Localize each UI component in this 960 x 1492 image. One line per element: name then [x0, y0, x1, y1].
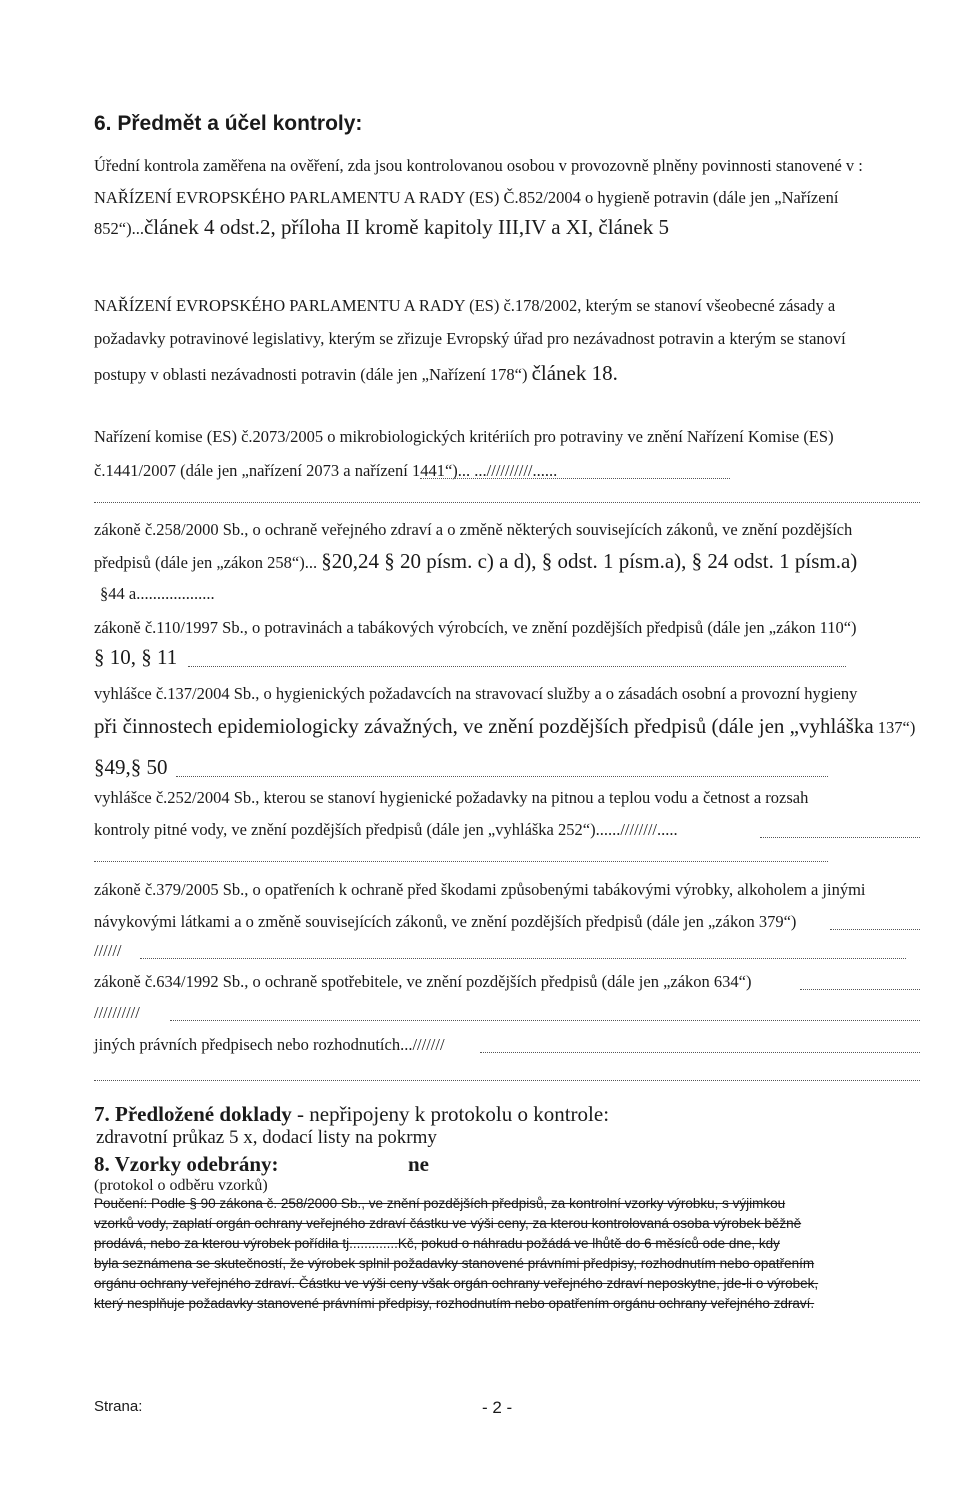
dotted-leader	[170, 1020, 920, 1021]
law258-line2	[94, 551, 857, 573]
law379-line1: zákoně č.379/2005 Sb., o opatřeních k ochraně před škodami způsobenými tabákovými výrobky, alkoholem a jinými	[94, 880, 866, 899]
dotted-leader	[480, 1052, 920, 1053]
intro-text: Úřední kontrola zaměřena na ověření, zda jsou kontrolovanou osobou v provozovně plněny povinnosti stanovené v :	[94, 156, 863, 175]
dotted-leader	[94, 861, 828, 862]
law258-paragraphs: §20,24 § 20 písm. c) a d), § odst. 1 písm.a), § 24 odst. 1 písm.a)	[321, 549, 858, 573]
other-regulations: jiných právních předpisech nebo rozhodnutích...///////	[94, 1035, 445, 1054]
dotted-leader	[176, 776, 828, 777]
reg178-article: článek 18.	[531, 361, 618, 385]
law258-abbr: předpisů (dále jen „zákon 258“)...	[94, 553, 318, 572]
section-7-heading	[94, 1102, 609, 1127]
section-7-title: 7. Předložené doklady	[94, 1102, 292, 1126]
dotted-leader	[800, 989, 920, 990]
vyh137-abbr: 137“)	[877, 718, 916, 737]
law379-line3: //////	[94, 941, 122, 960]
reg852-articles: článek 4 odst.2, příloha II kromě kapitoly III,IV a XI, článek 5	[143, 215, 669, 239]
dotted-leader	[94, 502, 920, 503]
vyh137-line3: §49,§ 50	[94, 755, 168, 779]
law110-line2: § 10, § 11	[94, 645, 178, 669]
struck-notice-line: Poučení: Podle § 90 zákona č. 258/2000 Sb., ve znění pozdějších předpisů, za kontrolní vzorky výrobku, s výjimkou	[94, 1196, 786, 1211]
vyh137-scope: při činnostech epidemiologicky závažných, ve znění pozdějších předpisů (dále jen „vyhláška	[94, 714, 874, 738]
section-7-subtitle: - nepřipojeny k protokolu o kontrole:	[291, 1102, 610, 1126]
reg2073-line1: Nařízení komise (ES) č.2073/2005 o mikrobiologických kritériích pro potraviny ve znění Nařízení Komise (ES)	[94, 427, 834, 446]
struck-notice-line: prodává, nebo za kterou výrobek pořídila tj.............Kč, pokud o náhradu požádá ve lhůtě do 6 měsíců ode dne, kdy	[94, 1236, 780, 1251]
law258-line3: §44 a...................	[100, 584, 215, 603]
vyh252-line1: vyhlášce č.252/2004 Sb., kterou se stanoví hygienické požadavky na pitnou a teplou vodu a četnost a rozsah	[94, 788, 809, 807]
vyh137-line1: vyhlášce č.137/2004 Sb., o hygienických požadavcích na stravovací služby a o zásadách osobní a provozní hygieny	[94, 684, 858, 703]
dotted-leader	[140, 958, 906, 959]
struck-notice-line: orgánu ochrany veřejného zdraví. Částku ve výši ceny však orgán ochrany veřejného zdraví neposkytne, jde-li o výrobek,	[94, 1276, 819, 1291]
reg178-line3	[94, 363, 618, 385]
section-6-heading: 6. Předmět a účel kontroly:	[94, 112, 363, 135]
reg178-abbr: postupy v oblasti nezávadnosti potravin (dále jen „Nařízení 178“)	[94, 365, 528, 384]
footer-page-number: - 2 -	[482, 1398, 513, 1417]
vyh137-line2	[94, 716, 915, 738]
reg852-line2	[94, 217, 669, 239]
dotted-leader	[420, 478, 730, 479]
struck-notice-line: vzorků vody, zaplatí orgán ochrany veřejného zdraví částku ve výši ceny, za kterou kontrolovaná osoba výrobek běžně	[94, 1216, 802, 1231]
section-7-detail: zdravotní průkaz 5 x, dodací listy na pokrmy	[96, 1127, 437, 1148]
reg852-abbr: 852“)...	[94, 219, 144, 238]
law110-line1: zákoně č.110/1997 Sb., o potravinách a tabákových výrobcích, ve znění pozdějších předpisů (dále jen „zákon 110“)	[94, 618, 857, 637]
dotted-leader	[94, 1080, 920, 1081]
samples-value: ne	[408, 1152, 429, 1176]
struck-notice-line: který nesplňuje požadavky stanovené právními předpisy, rozhodnutím nebo opatřením orgánu ochrany veřejného zdraví.	[94, 1296, 815, 1311]
reg178-line2: požadavky potravinové legislativy, kterým se zřizuje Evropský úřad pro nezávadnost potravin a kterým se stanoví	[94, 329, 846, 348]
vyh252-line2: kontroly pitné vody, ve znění pozdějších předpisů (dále jen „vyhláška 252“)......////////.....	[94, 820, 678, 839]
section-8-title: 8. Vzorky odebrány:	[94, 1152, 279, 1176]
dotted-leader	[830, 929, 920, 930]
law258-line1: zákoně č.258/2000 Sb., o ochraně veřejného zdraví a o změně některých souvisejících zákonů, ve znění pozdějších	[94, 520, 853, 539]
section-8-note: (protokol o odběru vzorků)	[94, 1177, 268, 1194]
section-8-heading	[94, 1152, 279, 1177]
reg2073-line2: č.1441/2007 (dále jen „nařízení 2073 a nařízení 1441“)... ...//////////......	[94, 461, 558, 480]
law379-line2: návykovými látkami a o změně souvisejících zákonů, ve znění pozdějších předpisů (dále jen „zákon 379“)	[94, 912, 797, 931]
struck-notice-line: byla seznámena se skutečností, že výrobek splnil požadavky stanovené právními předpisy, rozhodnutím nebo opatřením	[94, 1256, 815, 1271]
footer-page-label: Strana:	[94, 1398, 143, 1415]
reg852-line1: NAŘÍZENÍ EVROPSKÉHO PARLAMENTU A RADY (ES) Č.852/2004 o hygieně potravin (dále jen „Nařízení	[94, 188, 839, 207]
dotted-leader	[760, 837, 920, 838]
law634-line2: //////////	[94, 1003, 140, 1022]
law634-line1: zákoně č.634/1992 Sb., o ochraně spotřebitele, ve znění pozdějších předpisů (dále jen „zákon 634“)	[94, 972, 752, 991]
reg178-line1: NAŘÍZENÍ EVROPSKÉHO PARLAMENTU A RADY (ES) č.178/2002, kterým se stanoví všeobecné zásady a	[94, 296, 836, 315]
dotted-leader	[188, 666, 846, 667]
